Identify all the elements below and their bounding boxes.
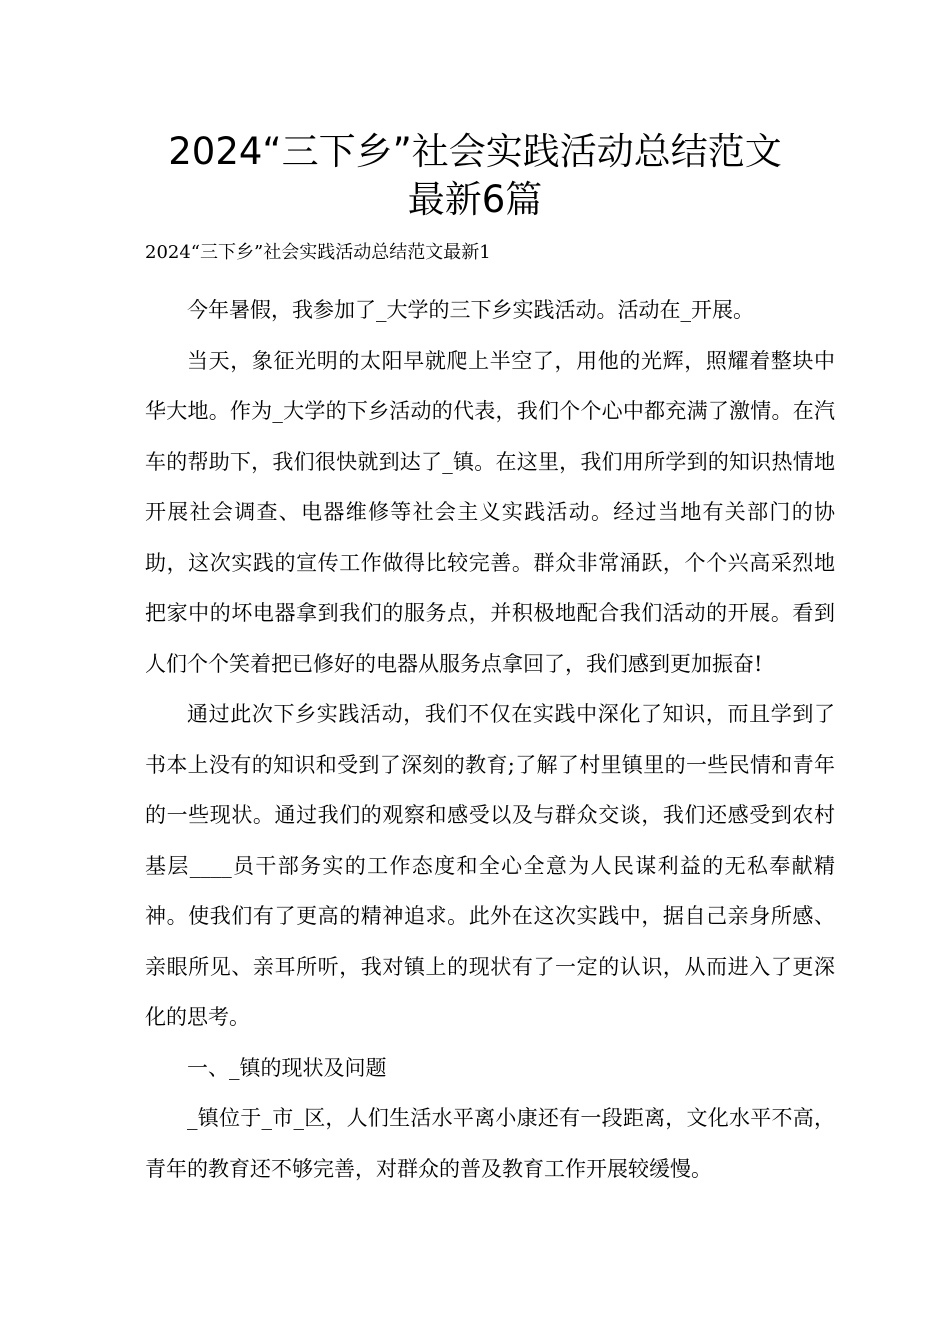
section-subtitle: 2024“三下乡”社会实践活动总结范文最新1 <box>145 242 491 263</box>
title-line-2: 最新6篇 <box>407 178 543 221</box>
paragraph-3: 通过此次下乡实践活动，我们不仅在实践中深化了知识，而且学到了书本上没有的知识和受到了深刻的教育;了解了村里镇里的一些民情和青年的一些现状。通过我们的观察和感受以及与群众交谈，我们还感受到农村基层____员干部务实的工作态度和全心全意为人民谋利益的无私奉献精神。使我们有了更高的精神追求。此外在这次实践中，据自己亲身所感、亲眼所见、亲耳所听，我对镇上的现状有了一定的认识，从而进入了更深化的思考。 <box>145 702 835 1029</box>
paragraph-4: _镇位于_市_区，人们生活水平离小康还有一段距离，文化水平不高，青年的教育还不够完善，对群众的普及教育工作开展较缓慢。 <box>145 1106 835 1181</box>
title-line-1: 2024“三下乡”社会实践活动总结范文 <box>168 130 782 173</box>
document-title <box>100 128 850 224</box>
paragraph-2: 当天，象征光明的太阳早就爬上半空了，用他的光辉，照耀着整块中华大地。作为_大学的下乡活动的代表，我们个个心中都充满了激情。在汽车的帮助下，我们很快就到达了_镇。在这里，我们用所学到的知识热情地开展社会调查、电器维修等社会主义实践活动。经过当地有关部门的协助，这次实践的宣传工作做得比较完善。群众非常涌跃，个个兴高采烈地把家中的坏电器拿到我们的服务点，并积极地配合我们活动的开展。看到人们个个笑着把已修好的电器从服务点拿回了，我们感到更加振奋! <box>145 348 835 676</box>
paragraph-1: 今年暑假，我参加了_大学的三下乡实践活动。活动在_开展。 <box>187 298 754 322</box>
section-heading: 一、_镇的现状及问题 <box>187 1055 387 1080</box>
document-body <box>145 285 835 1194</box>
